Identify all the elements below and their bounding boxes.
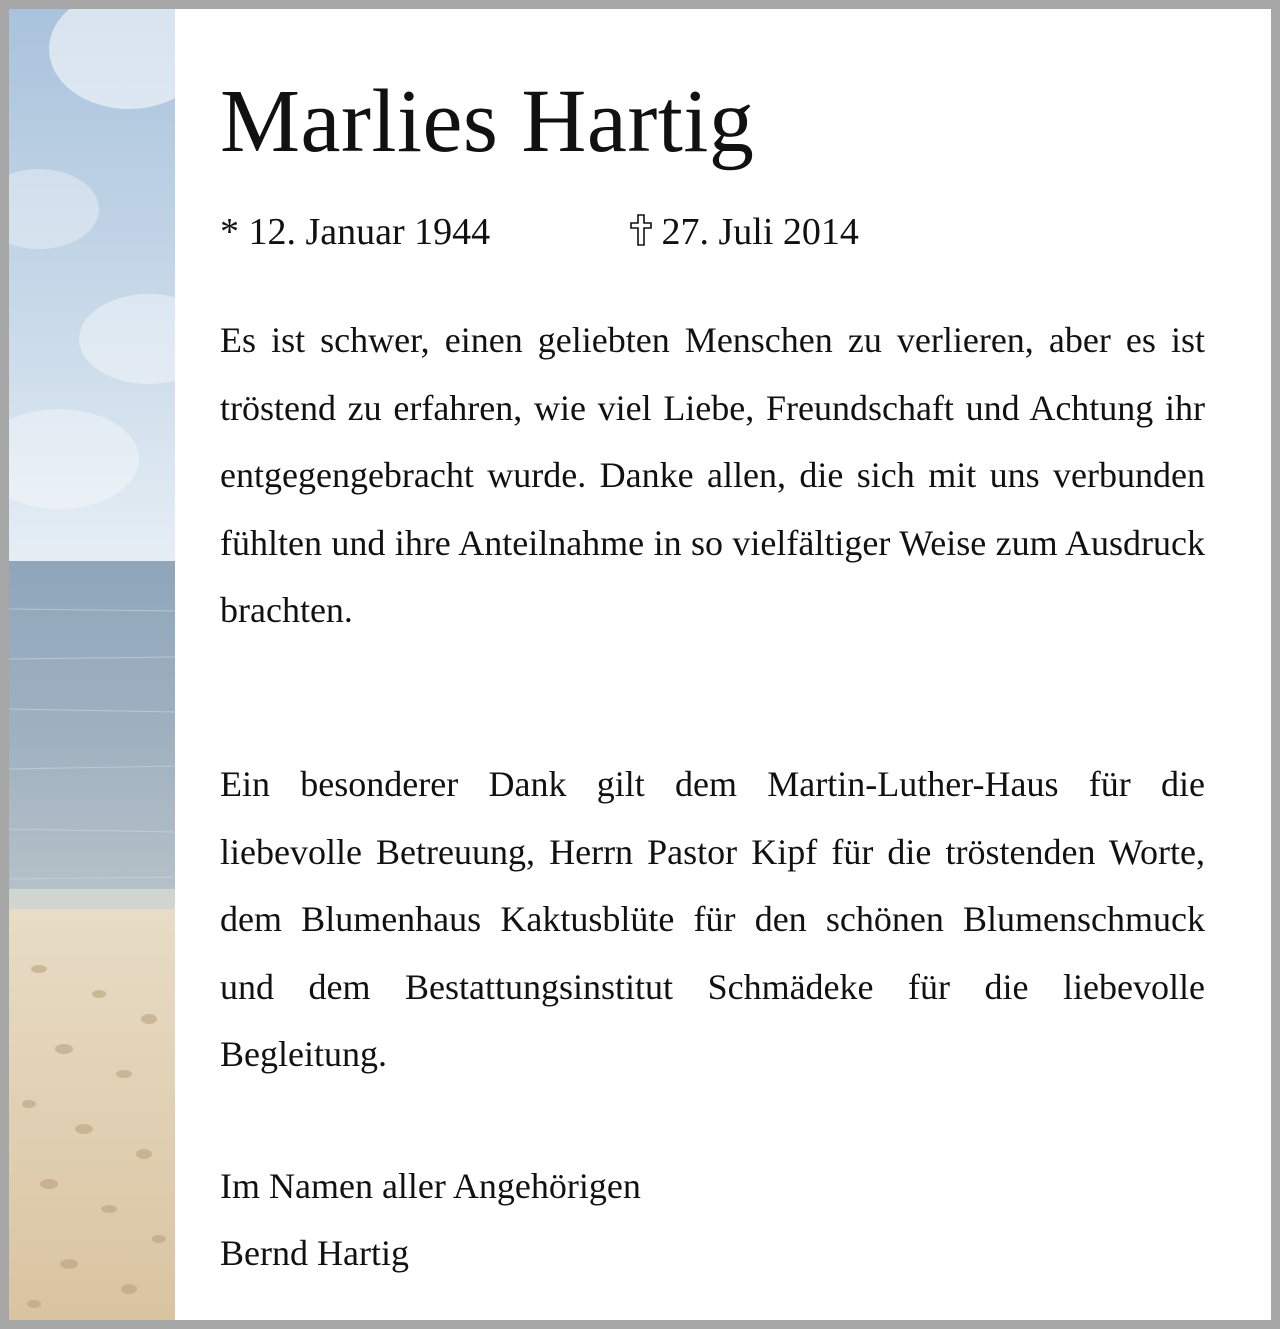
closing-line: Im Namen aller Angehörigen [220,1166,641,1206]
thanks-paragraph: Es ist schwer, einen geliebten Menschen zu verlieren, aber es ist tröstend zu erfahren, wie viel Liebe, Freundschaft und Achtung ihr entgegengebracht wurde. Danke allen, die sich mit uns verbunden fühlten und ihre Anteilnahme in so vielfältiger Weise zum Ausdruck brachten. [220,320,1205,630]
birth-date: * 12. Januar 1944 [220,211,491,253]
deceased-name: Marlies Hartig [220,72,755,171]
signer-name: Bernd Hartig [220,1233,409,1273]
death-date: 27. Juli 2014 [661,211,859,253]
beach-photo [9,9,175,1320]
cross-icon [630,209,652,241]
special-thanks-paragraph: Ein besonderer Dank gilt dem Martin-Luther-Haus für die liebevolle Betreuung, Herrn Pastor Kipf für die tröstenden Worte, dem Blumenhaus Kaktusblüte für den schönen Blumenschmuck und dem Bestattungsinstitut Schmädeke für die liebevolle Begleitung. [220,764,1205,1074]
life-dates [220,207,859,257]
